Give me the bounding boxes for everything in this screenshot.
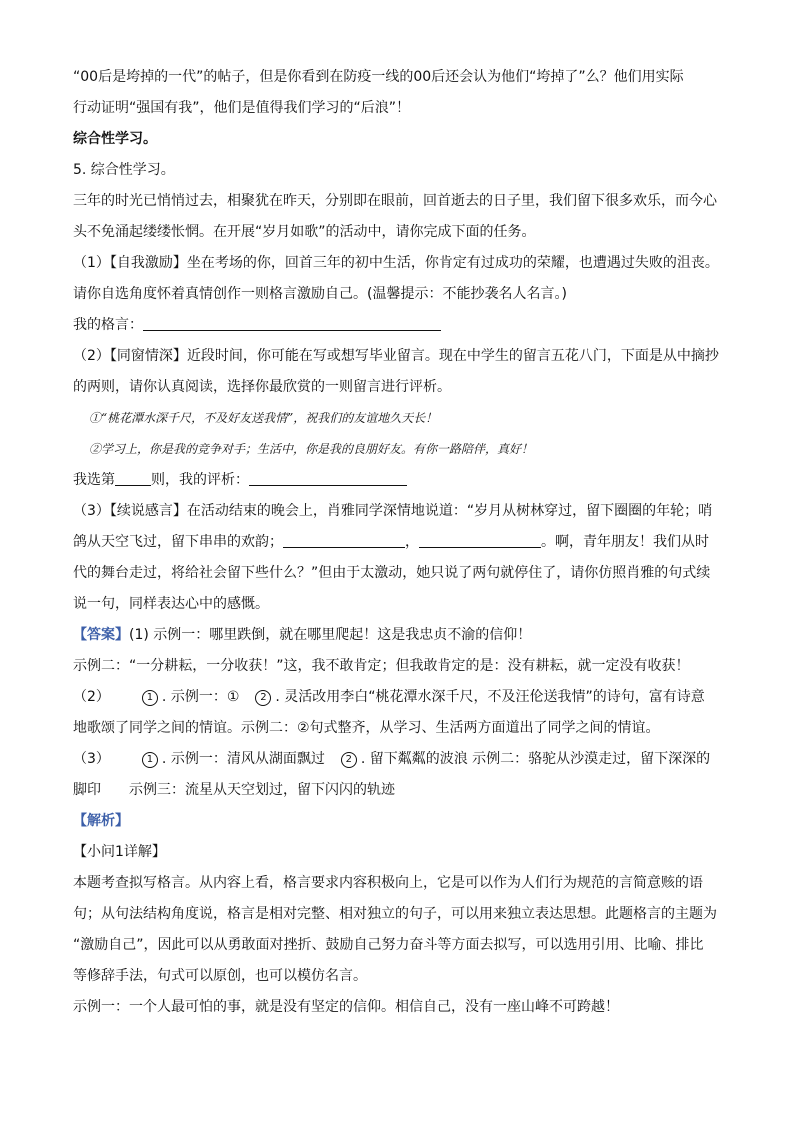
answer-line	[73, 744, 723, 775]
subquestion-heading: 【小问1详解】	[73, 844, 166, 860]
text-span: 脚印	[73, 782, 101, 798]
circled-number: 2	[255, 690, 271, 706]
circled-number: 2	[341, 752, 357, 768]
text-span: 。啊，青年朋友！我们从时	[541, 534, 709, 550]
answer-line: 地歌颂了同学之间的情谊。示例二：②句式整齐，从学习、生活两方面道出了同学之间的情谊。	[73, 720, 660, 736]
text-span: 鸽从天空飞过，留下串串的欢韵；	[73, 534, 283, 550]
choice-blank[interactable]	[115, 469, 151, 486]
text-line: 行动证明“强国有我”，他们是值得我们学习的“后浪”！	[73, 100, 411, 116]
circled-number: 1	[142, 690, 158, 706]
text-span: (1) 示例一：哪里跌倒，就在哪里爬起！这是我忠贞不渝的信仰！	[129, 627, 532, 643]
circled-number: 1	[142, 752, 158, 768]
motto-blank[interactable]	[143, 314, 441, 331]
text-span: ，	[405, 534, 419, 550]
quote-2: ②学习上，你是我的竞争对手；生活中，你是我的良朋好友。有你一路陪伴，真好！	[89, 442, 534, 456]
analysis-line: 示例一：一个人最可怕的事，就是没有坚定的信仰。相信自己，没有一座山峰不可跨越！	[73, 999, 619, 1015]
text-line: 头不免涌起缕缕怅惘。在开展“岁月如歌”的活动中，请你完成下面的任务。	[73, 224, 536, 240]
task-1-line: 请你自选角度怀着真情创作一则格言激励自己。(温馨提示：不能抄袭名人名言。)	[73, 286, 567, 302]
analysis-line: 句；从句法结构角度说，格言是相对完整、相对独立的句子，可以用来独立表达思想。此题格言的主题为	[73, 906, 717, 922]
analysis-line: 等修辞手法，句式可以原创，也可以模仿名言。	[73, 968, 367, 984]
text-span: （2）	[73, 689, 110, 705]
text-span: . 示例一：①	[161, 689, 240, 705]
question-number: 5. 综合性学习。	[73, 162, 175, 178]
motto-answer-line	[73, 310, 723, 341]
choice-label: 我选第	[73, 472, 115, 488]
text-span: . 留下粼粼的波浪 示例二：骆驼从沙漠走过，留下深深的	[360, 751, 711, 767]
task-2-line: （2）【同窗情深】近段时间，你可能在写或想写毕业留言。现在中学生的留言五花八门，下面是从中摘抄	[73, 348, 719, 364]
comment-label: 则，我的评析：	[151, 472, 249, 488]
analysis-tag: 【解析】	[73, 813, 129, 829]
text-span: （3）	[73, 751, 110, 767]
text-line: 三年的时光已悄悄过去，相聚犹在昨天，分别即在眼前，回首逝去的日子里，我们留下很多欢乐，而今心	[73, 193, 717, 209]
text-span: . 示例一：清风从湖面飘过	[161, 751, 325, 767]
quote-1: ①“桃花潭水深千尺，不及好友送我情”，祝我们的友谊地久天长！	[89, 411, 438, 425]
answer-line	[73, 620, 723, 651]
continuation-blank-1[interactable]	[283, 531, 405, 548]
choice-answer-line	[73, 465, 723, 496]
answer-line	[73, 682, 723, 713]
answer-tag: 【答案】	[73, 627, 129, 643]
task-2-line: 的两则，请你认真阅读，选择你最欣赏的一则留言进行评析。	[73, 379, 451, 395]
continuation-blank-2[interactable]	[419, 531, 541, 548]
text-line: “00后是垮掉的一代”的帖子，但是你看到在防疫一线的00后还会认为他们“垮掉了”么？他们用实际	[73, 69, 684, 85]
text-span: . 灵活改用李白“桃花潭水深千尺，不及汪伦送我情”的诗句，富有诗意	[275, 689, 705, 705]
analysis-line: 本题考查拟写格言。从内容上看，格言要求内容积极向上，它是可以作为人们行为规范的言简意赅的语	[73, 875, 703, 891]
comment-blank[interactable]	[249, 469, 407, 486]
task-3-line	[73, 527, 723, 558]
answer-line: 示例二：“一分耕耘，一分收获！”这，我不敢肯定；但我敢肯定的是：没有耕耘，就一定没有收获！	[73, 658, 690, 674]
task-3-line: 代的舞台走过，将给社会留下些什么？”但由于太激动，她只说了两句就停住了，请你仿照肖雅的句式续	[73, 565, 711, 581]
task-3-line: 说一句，同样表达心中的感慨。	[73, 596, 269, 612]
task-1-line: （1）【自我激励】坐在考场的你，回首三年的初中生活，你肯定有过成功的荣耀，也遭遇过失败的沮丧。	[73, 255, 719, 271]
task-3-line: （3）【续说感言】在活动结束的晚会上，肖雅同学深情地说道：“岁月从树林穿过，留下圈圈的年轮；哨	[73, 503, 713, 519]
section-title: 综合性学习。	[73, 131, 157, 147]
text-span: 示例三：流星从天空划过，留下闪闪的轨迹	[129, 782, 395, 798]
motto-label: 我的格言：	[73, 317, 143, 333]
analysis-line: “激励自己”，因此可以从勇敢面对挫折、鼓励自己努力奋斗等方面去拟写，可以选用引用、比喻、排比	[73, 937, 704, 953]
page-content	[73, 62, 723, 1023]
answer-line	[73, 775, 723, 806]
